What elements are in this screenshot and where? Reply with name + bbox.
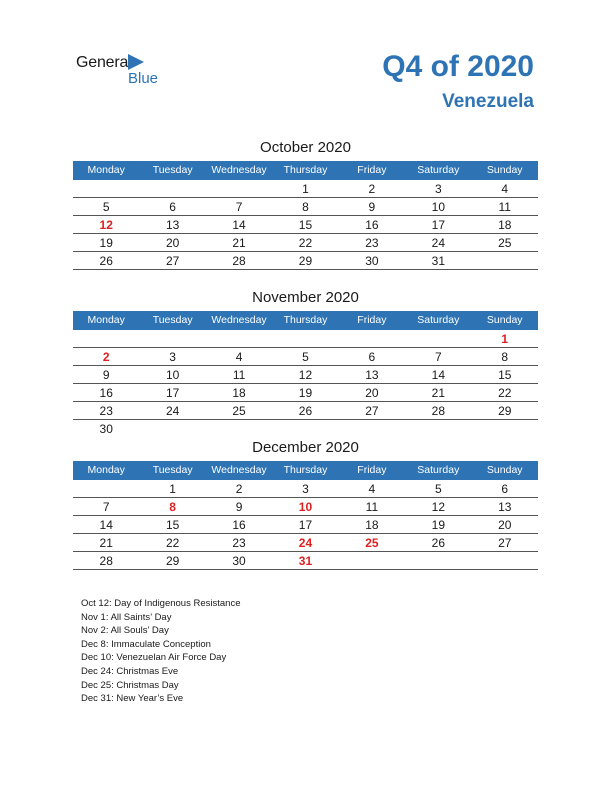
day-cell: 10 [165,368,180,382]
day-cell: 2 [368,182,376,196]
empty-day-cell [339,420,405,437]
weekday-label: Thursday [283,314,328,326]
holiday-note: Nov 2: All Souls’ Day [81,625,169,637]
weekday-label: Sunday [486,314,523,326]
day-cell: 28 [232,254,246,268]
day-cell: 27 [498,536,512,550]
empty-day-cell [405,420,471,437]
empty-day-cell [73,480,139,497]
day-cell: 7 [434,350,442,364]
week-row [73,480,538,498]
day-cell: 21 [232,236,246,250]
generalblue-logo [76,52,176,88]
day-cell: 11 [498,200,511,214]
day-cell: 19 [298,386,313,400]
day-cell: 9 [235,500,243,514]
week-row [73,180,538,198]
weekday-label: Wednesday [211,464,267,476]
empty-day-cell [339,330,405,347]
weekday-label: Monday [87,314,125,326]
day-cell: 23 [232,536,246,550]
day-cell: 17 [165,386,180,400]
day-cell: 26 [99,254,113,268]
weekday-label: Friday [357,164,387,176]
weekday-label: Thursday [283,164,328,176]
day-cell: 2 [235,482,243,496]
month-title: December 2020 [252,439,359,456]
day-cell: 12 [99,218,113,232]
day-cell: 4 [368,482,376,496]
holiday-notes [81,597,240,706]
empty-day-cell [472,420,538,437]
empty-day-cell [272,330,338,347]
day-cell: 17 [298,518,313,532]
logo-general-text: General [76,54,132,71]
day-cell: 9 [102,368,110,382]
day-cell: 8 [169,500,176,514]
weekday-label: Saturday [417,164,460,176]
day-cell: 23 [99,404,113,418]
empty-day-cell [206,330,272,347]
week-row [73,330,538,348]
day-cell: 3 [434,182,442,196]
day-cell: 15 [165,518,180,532]
day-cell: 30 [365,254,379,268]
day-cell: 20 [365,386,379,400]
day-cell: 16 [365,218,379,232]
country-subtitle: Venezuela [442,91,534,112]
day-cell: 6 [169,200,176,214]
week-row [73,534,538,552]
calendar-october [73,137,538,270]
day-cell: 13 [498,500,512,514]
calendar-december [73,437,538,570]
day-cell: 29 [498,404,512,418]
day-cell: 16 [99,386,113,400]
empty-day-cell [206,420,272,437]
day-cell: 2 [102,350,110,364]
day-cell: 4 [501,182,509,196]
day-cell: 10 [298,500,313,514]
day-cell: 13 [165,218,180,232]
day-cell: 3 [169,350,176,364]
weekday-header [73,461,538,480]
empty-day-cell [206,180,272,197]
day-cell: 8 [302,200,309,214]
week-row [73,552,538,570]
weekday-label: Sunday [486,164,523,176]
day-cell: 6 [368,350,376,364]
logo-blue-text: Blue [128,70,159,87]
holiday-note: Dec 31: New Year’s Eve [81,693,184,705]
day-cell: 14 [431,368,445,382]
month-title: October 2020 [260,139,351,156]
week-row [73,198,538,216]
empty-day-cell [472,252,538,269]
day-cell: 19 [431,518,445,532]
day-cell: 7 [102,500,110,514]
day-cell: 20 [498,518,512,532]
day-cell: 31 [431,254,445,268]
day-cell: 8 [501,350,509,364]
empty-day-cell [405,330,471,347]
weekday-header [73,161,538,180]
holiday-note: Dec 24: Christmas Eve [81,665,179,677]
month-title: November 2020 [252,289,359,306]
day-cell: 5 [434,482,442,496]
day-cell: 14 [99,518,113,532]
calendar-november [73,287,538,437]
day-cell: 4 [235,350,243,364]
page-title: Q4 of 2020 [382,50,534,83]
day-cell: 5 [102,200,110,214]
day-cell: 7 [235,200,243,214]
weekday-label: Friday [357,314,387,326]
day-cell: 12 [431,500,445,514]
weekday-label: Monday [87,164,125,176]
empty-day-cell [73,180,139,197]
weekday-label: Wednesday [211,314,267,326]
day-cell: 28 [99,554,113,568]
day-cell: 20 [165,236,180,250]
day-cell: 25 [365,536,379,550]
day-cell: 9 [368,200,376,214]
logo-triangle-icon [128,54,144,70]
empty-day-cell [405,552,471,569]
empty-day-cell [339,552,405,569]
day-cell: 29 [298,254,313,268]
weekday-label: Saturday [417,464,460,476]
holiday-note: Nov 1: All Saints’ Day [81,611,172,623]
holiday-note: Dec 10: Venezuelan Air Force Day [81,652,227,664]
day-cell: 31 [298,554,313,568]
day-cell: 25 [498,236,512,250]
day-cell: 1 [302,182,309,196]
holiday-note: Dec 25: Christmas Day [81,679,179,691]
day-cell: 15 [298,218,313,232]
day-cell: 21 [431,386,445,400]
weekday-label: Monday [87,464,125,476]
weekday-label: Thursday [283,464,328,476]
day-cell: 26 [298,404,313,418]
day-cell: 28 [431,404,445,418]
day-cell: 24 [431,236,445,250]
weekday-label: Sunday [486,464,523,476]
weekday-label: Tuesday [152,314,193,326]
week-row [73,252,538,270]
day-cell: 26 [431,536,445,550]
day-cell: 5 [302,350,309,364]
day-cell: 1 [501,332,509,346]
holiday-note: Oct 12: Day of Indigenous Resistance [81,598,241,609]
empty-day-cell [472,552,538,569]
week-row [73,216,538,234]
week-row [73,516,538,534]
empty-day-cell [139,420,205,437]
day-cell: 10 [431,200,445,214]
day-cell: 11 [365,500,379,514]
week-row [73,420,538,437]
empty-day-cell [139,330,205,347]
day-cell: 17 [431,218,445,232]
day-cell: 22 [165,536,180,550]
day-cell: 13 [365,368,379,382]
empty-day-cell [139,180,205,197]
day-cell: 30 [232,554,246,568]
day-cell: 22 [498,386,512,400]
day-cell: 18 [498,218,512,232]
day-cell: 25 [232,404,246,418]
weekday-label: Wednesday [211,164,267,176]
empty-day-cell [272,420,338,437]
day-cell: 18 [232,386,246,400]
day-cell: 12 [298,368,313,382]
weekday-label: Friday [357,464,387,476]
weekday-label: Tuesday [152,164,193,176]
day-cell: 27 [165,254,180,268]
day-cell: 24 [298,536,313,550]
day-cell: 30 [99,422,113,436]
day-cell: 11 [232,368,246,382]
empty-day-cell [73,330,139,347]
week-row [73,366,538,384]
day-cell: 16 [232,518,246,532]
week-row [73,498,538,516]
day-cell: 22 [298,236,313,250]
day-cell: 19 [99,236,113,250]
day-cell: 3 [302,482,309,496]
day-cell: 18 [365,518,379,532]
day-cell: 24 [165,404,180,418]
day-cell: 27 [365,404,379,418]
week-row [73,402,538,420]
day-cell: 29 [165,554,180,568]
day-cell: 21 [99,536,113,550]
weekday-label: Saturday [417,314,460,326]
day-cell: 14 [232,218,246,232]
week-row [73,384,538,402]
weekday-label: Tuesday [152,464,193,476]
day-cell: 6 [501,482,509,496]
holiday-note: Dec 8: Immaculate Conception [81,638,211,650]
day-cell: 15 [498,368,512,382]
day-cell: 23 [365,236,379,250]
week-row [73,348,538,366]
week-row [73,234,538,252]
day-cell: 1 [169,482,176,496]
weekday-header [73,311,538,330]
